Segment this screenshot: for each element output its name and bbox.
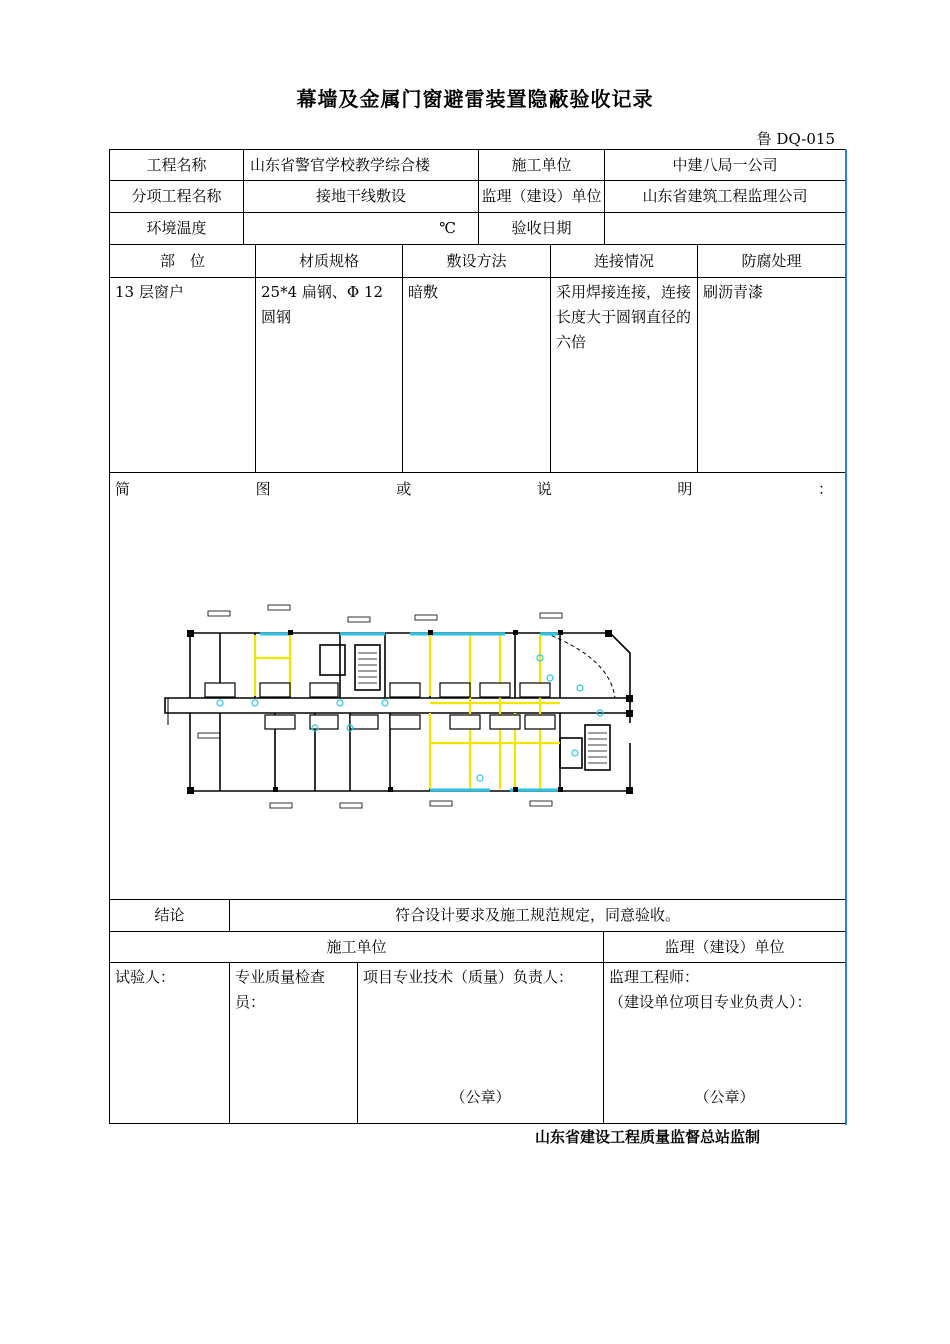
sketch-char: 简 [115,480,131,498]
supervisor-value: 山东省建筑工程监理公司 [604,180,846,213]
sketch-char: 或 [396,480,412,498]
sketch-char: 图 [255,480,271,498]
inspector-signature: 专业质量检查员： [229,962,358,1124]
document-code: 鲁 DQ-015 [756,130,835,148]
right-edge-bar [845,149,847,1125]
temperature-value: ℃ [243,212,479,245]
sketch-char: ： [817,480,833,498]
date-label: 验收日期 [478,212,605,245]
conclusion-label: 结论 [109,899,230,932]
cell-method: 暗敷 [402,277,551,473]
project-name-label: 工程名称 [109,149,244,181]
engineer-label: 监理工程师： [609,968,700,986]
supervisor-label: 监理（建设）单位 [478,180,605,213]
tester-signature: 试验人： [109,962,230,1124]
col-header-connection: 连接情况 [550,244,698,278]
contractor-label: 施工单位 [478,149,605,181]
temperature-label: 环境温度 [109,212,244,245]
cell-location: 13 层窗户 [109,277,256,473]
sketch-char: 明 [677,480,693,498]
construction-unit-header: 施工单位 [109,931,604,963]
sketch-char: 说 [536,480,552,498]
tech-lead-signature [357,962,604,1124]
cell-material: 25*4 扁钢、Φ 12 圆钢 [255,277,403,473]
engineer-signature [603,962,846,1124]
owner-rep-label: （建设单位项目专业负责人）： [609,993,812,1011]
col-header-location: 部 位 [109,244,256,278]
sketch-caption [110,477,845,502]
cell-anticorrosion: 刷沥青漆 [697,277,846,473]
seal-1: （公章） [450,1088,511,1106]
col-header-method: 敷设方法 [402,244,551,278]
date-value [604,212,846,245]
sketch-area [109,472,846,900]
subproject-label: 分项工程名称 [109,180,244,213]
project-name-value: 山东省警官学校教学综合楼 [243,149,479,181]
conclusion-text: 符合设计要求及施工规范规定，同意验收。 [229,899,846,932]
contractor-value: 中建八局一公司 [604,149,846,181]
subproject-value: 接地干线敷设 [243,180,479,213]
col-header-material: 材质规格 [255,244,403,278]
record-form [109,149,846,1124]
tech-lead-label: 项目专业技术（质量）负责人： [363,968,574,986]
floor-plan-drawing [160,603,640,818]
cell-connection: 采用焊接连接，连接长度大于圆钢直径的六倍 [550,277,698,473]
footer-issuer: 山东省建设工程质量监督总站监制 [535,1128,761,1146]
seal-2: （公章） [694,1088,755,1106]
col-header-anticorrosion: 防腐处理 [697,244,846,278]
supervision-unit-header: 监理（建设）单位 [603,931,846,963]
document-title: 幕墙及金属门窗避雷装置隐蔽验收记录 [296,87,654,111]
